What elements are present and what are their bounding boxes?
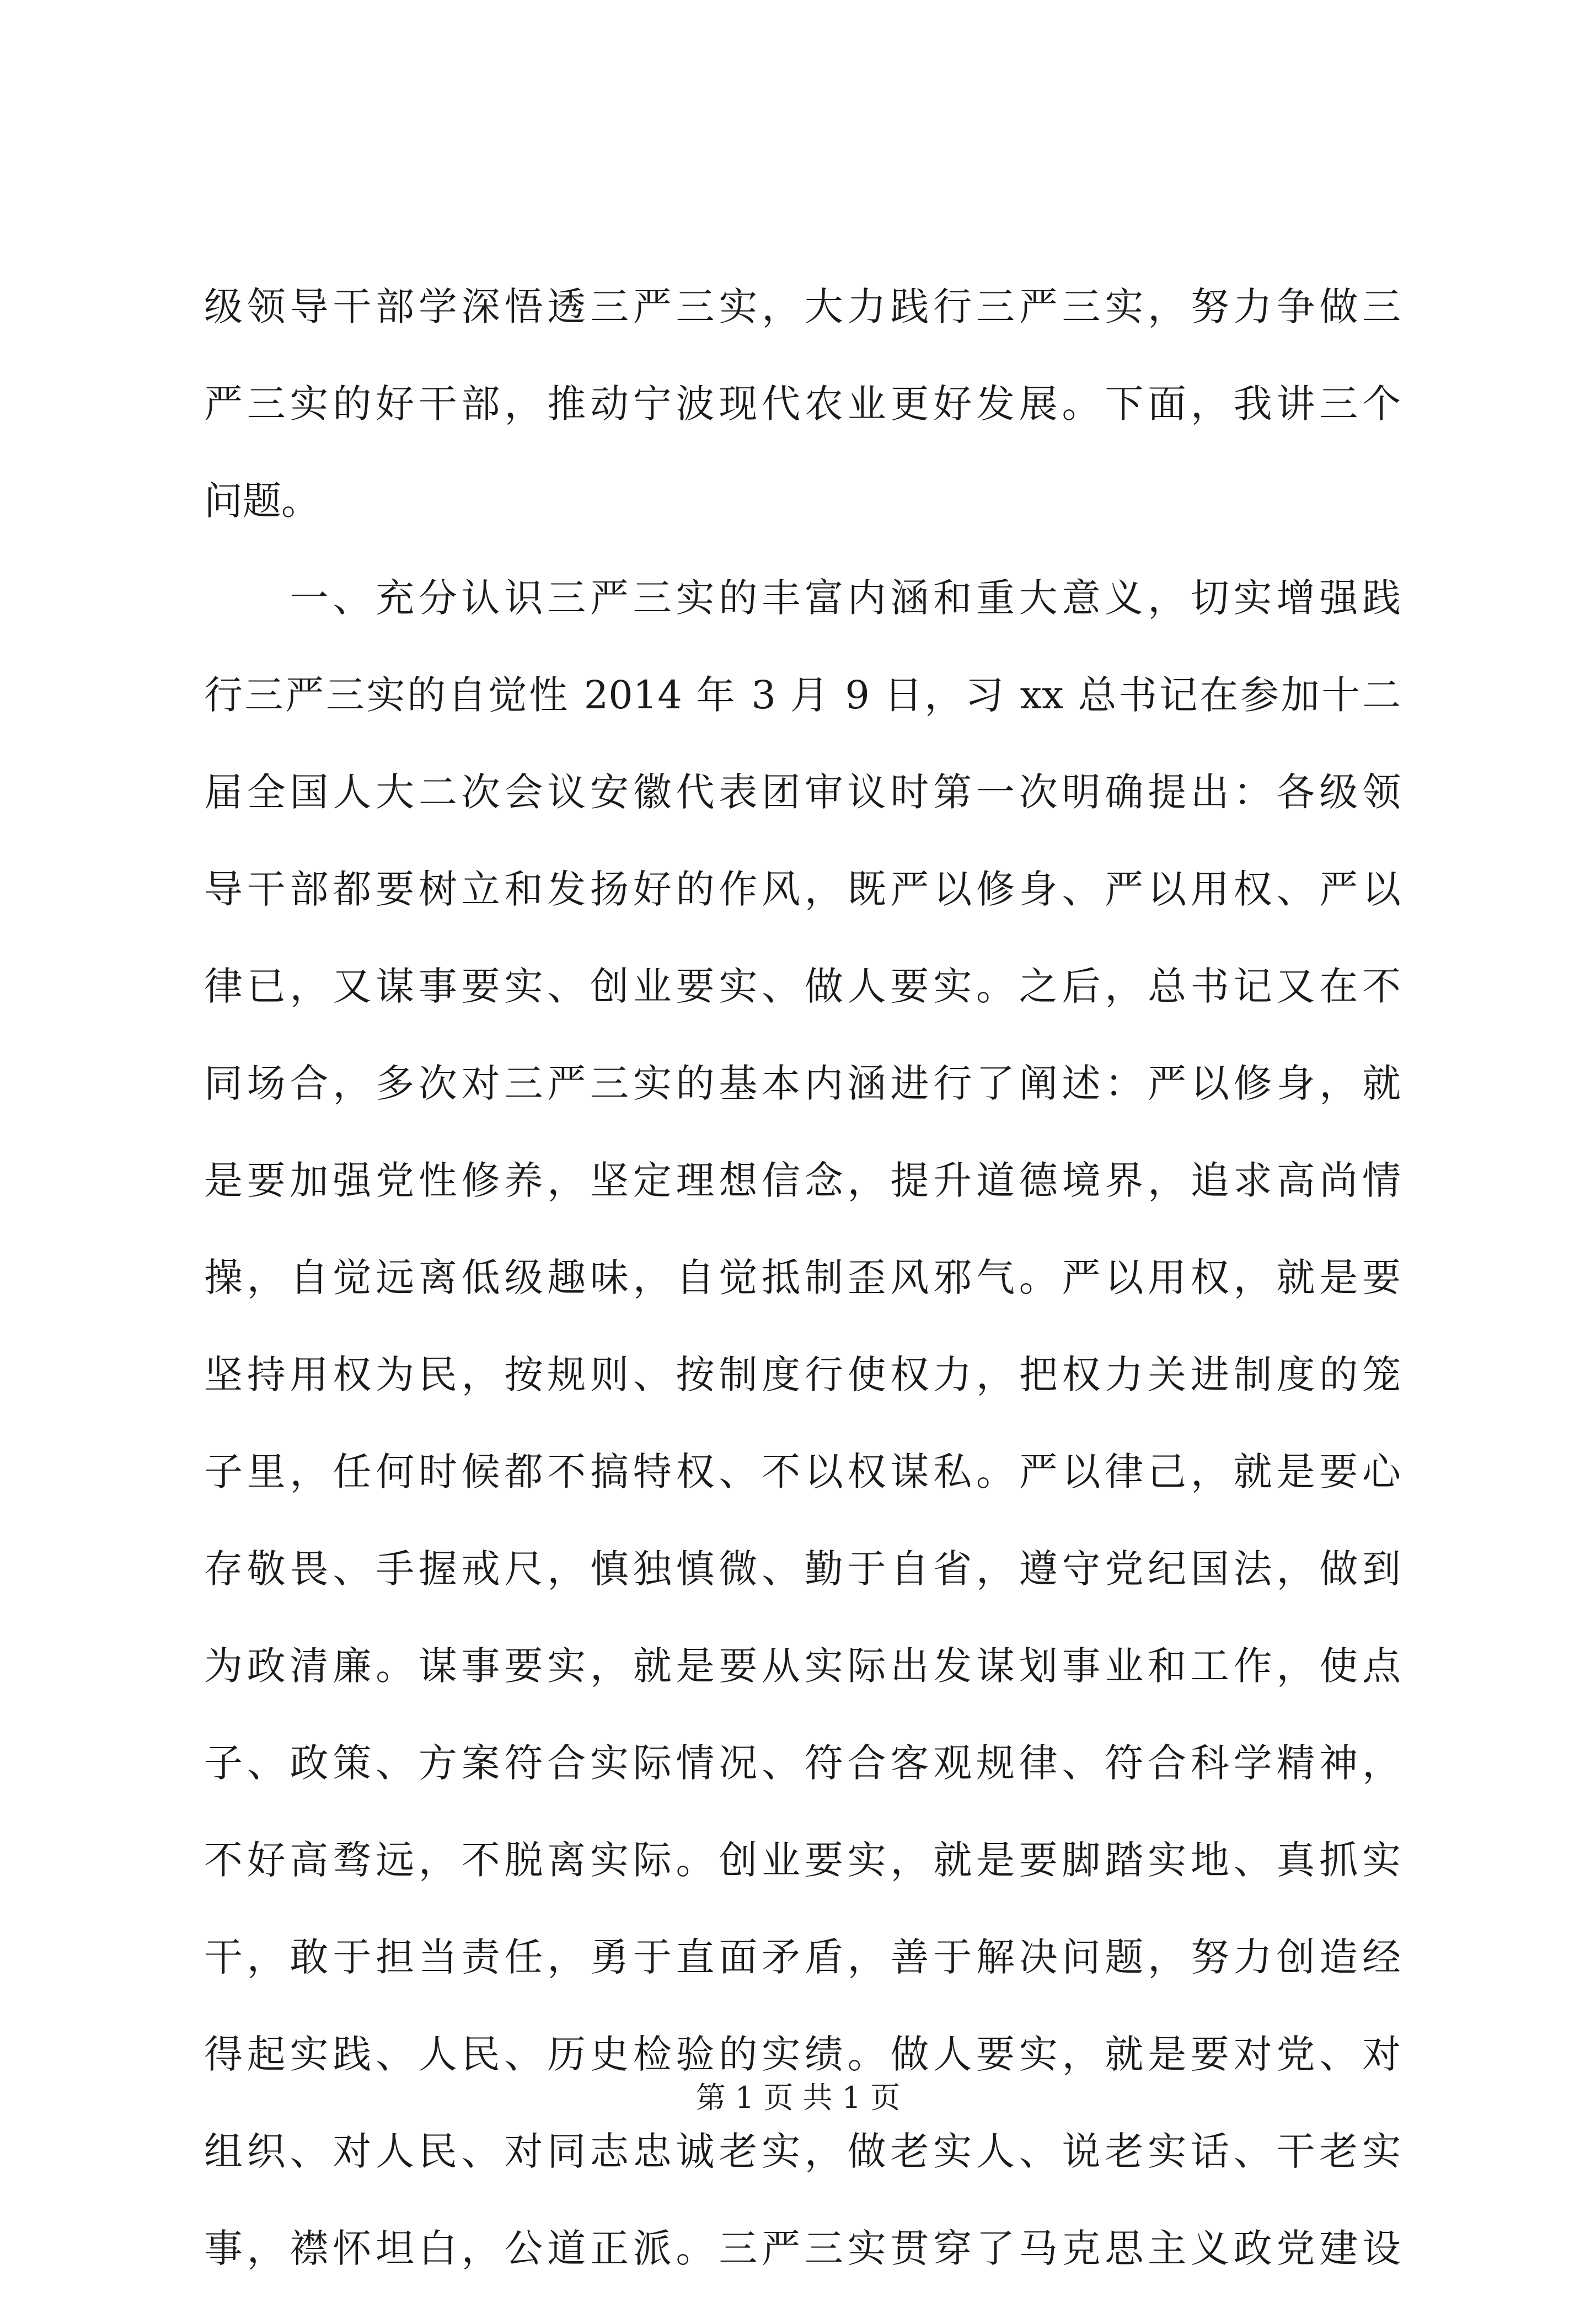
text-line: 一、充分认识三严三实的丰富内涵和重大意义，切实增强践: [204, 575, 1401, 621]
text-line: 子里，任何时候都不搞特权、不以权谋私。严以律己，就是要心: [204, 1449, 1401, 1494]
paragraph-1: [204, 258, 1401, 549]
text-line: 级领导干部学深悟透三严三实，大力践行三严三实，努力争做三: [204, 284, 1401, 329]
text-line: 是要加强党性修养，坚定理想信念，提升道德境界，追求高尚情: [204, 1158, 1401, 1203]
text-line: 律已，又谋事要实、创业要实、做人要实。之后，总书记又在不: [204, 964, 1401, 1009]
text-line: 同场合，多次对三严三实的基本内涵进行了阐述：严以修身，就: [204, 1061, 1401, 1106]
text-line: 组织、对人民、对同志忠诚老实，做老实人、说老实话、干老实: [204, 2129, 1401, 2174]
text-line: 问题。: [204, 478, 320, 523]
text-line: 届全国人大二次会议安徽代表团审议时第一次明确提出：各级领: [204, 770, 1401, 815]
text-line: 导干部都要树立和发扬好的作风，既严以修身、严以用权、严以: [204, 867, 1401, 912]
text-line: 存敬畏、手握戒尺，慎独慎微、勤于自省，遵守党纪国法，做到: [204, 1546, 1401, 1591]
paragraph-2: [204, 549, 1401, 2297]
text-line: 子、政策、方案符合实际情况、符合客观规律、符合科学精神，: [204, 1740, 1401, 1786]
text-line: 事，襟怀坦白，公道正派。三严三实贯穿了马克思主义政党建设: [204, 2226, 1401, 2271]
page-footer: 第 1 页 共 1 页: [695, 2080, 901, 2115]
text-line: 为政清廉。谋事要实，就是要从实际出发谋划事业和工作，使点: [204, 1643, 1401, 1689]
text-line: 坚持用权为民，按规则、按制度行使权力，把权力关进制度的笼: [204, 1352, 1401, 1397]
text-line: 干，敢于担当责任，勇于直面矛盾，善于解决问题，努力创造经: [204, 1935, 1401, 1980]
text-line: 操，自觉远离低级趣味，自觉抵制歪风邪气。严以用权，就是要: [204, 1255, 1401, 1300]
document-body: [204, 258, 1401, 2297]
text-line: 不好高骛远，不脱离实际。创业要实，就是要脚踏实地、真抓实: [204, 1837, 1401, 1883]
text-line: 行三严三实的自觉性 2014 年 3 月 9 日，习 xx 总书记在参加十二: [204, 672, 1401, 718]
text-line: 严三实的好干部，推动宁波现代农业更好发展。下面，我讲三个: [204, 381, 1401, 426]
text-line: 得起实践、人民、历史检验的实绩。做人要实，就是要对党、对: [204, 2032, 1401, 2077]
